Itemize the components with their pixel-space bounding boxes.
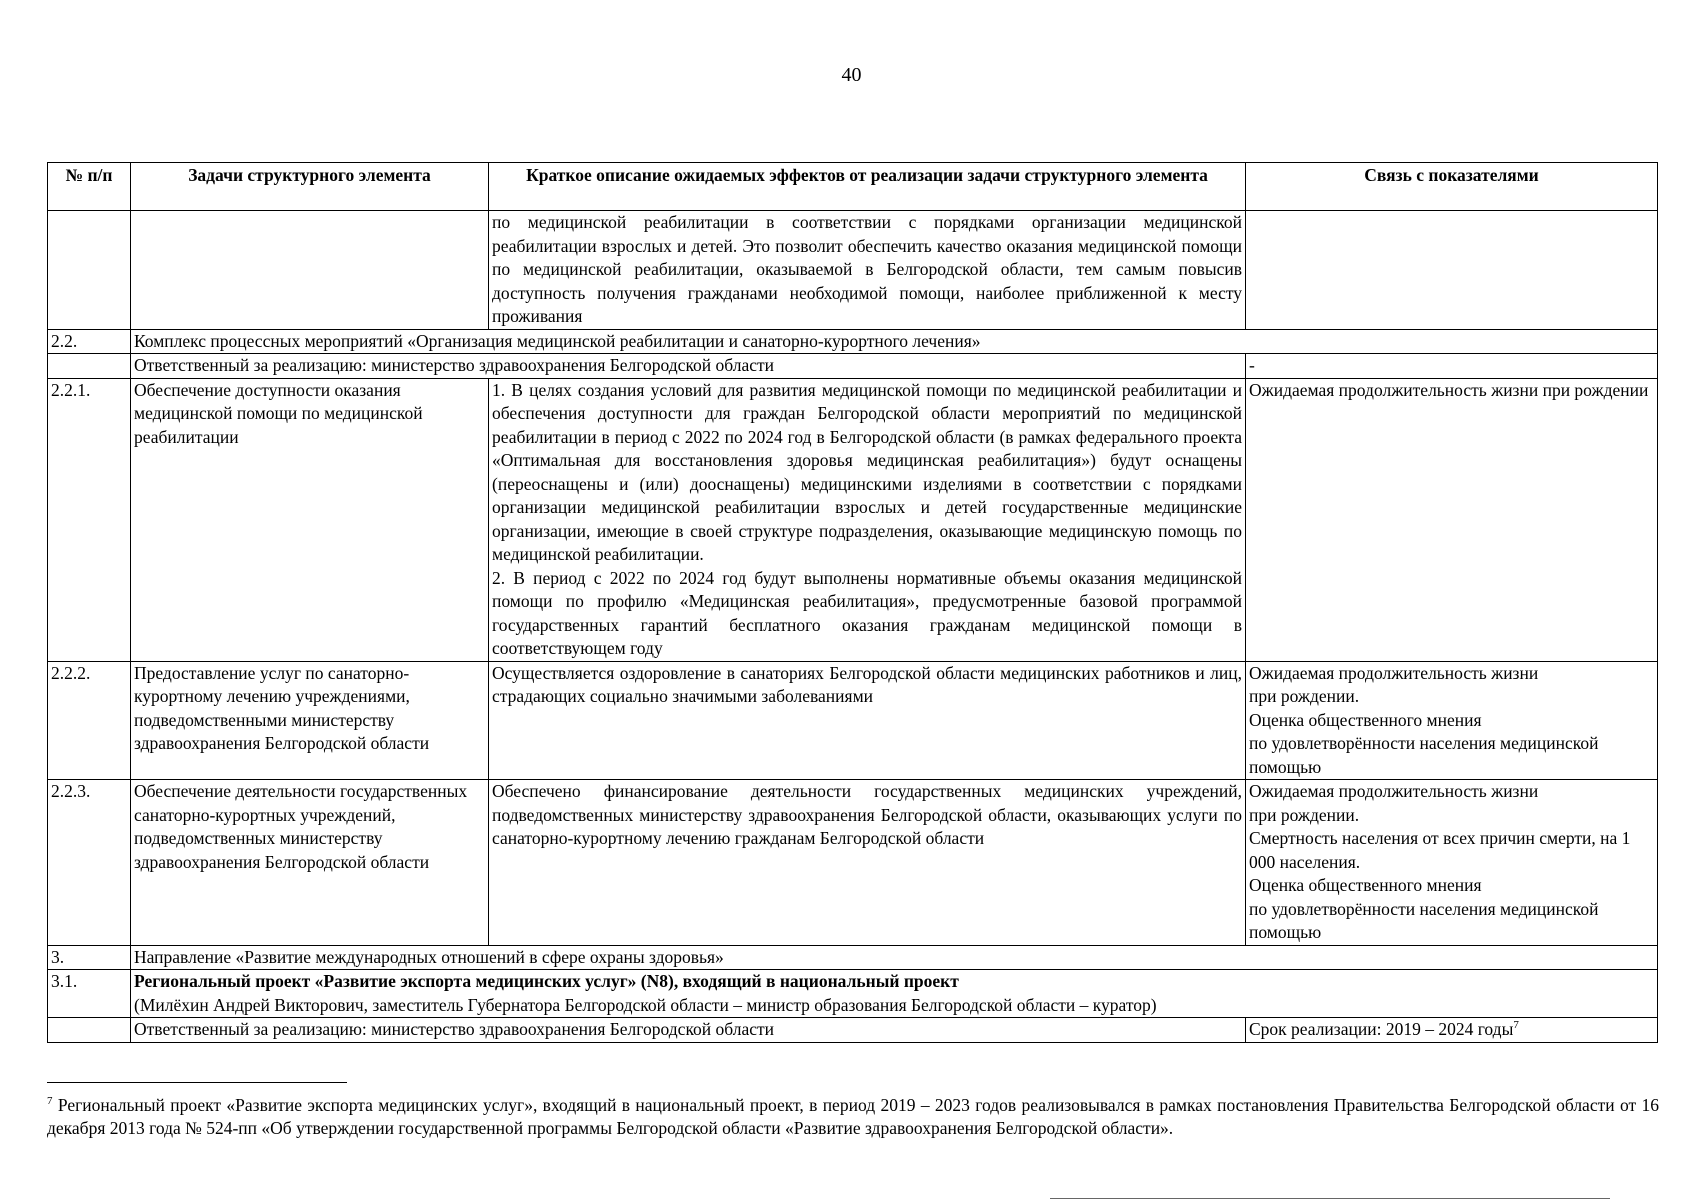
row-link — [1246, 780, 1658, 946]
section-title-block — [131, 970, 1658, 1018]
row-description-part: 2. В период с 2022 по 2024 год будут выполнены нормативные объемы оказания медицинской помощи по профилю «Медицинская реабилитация», предусмотренные базовой программой государственных гарантий бесплатного оказания гражданам медицинской помощи в соответствующем году — [492, 567, 1242, 658]
row-link-line: по удовлетворённости населения медицинской помощью — [1249, 898, 1599, 942]
header-description: Краткое описание ожидаемых эффектов от реализации задачи структурного элемента — [489, 163, 1246, 211]
term-text: Срок реализации: 2019 – 2024 годы — [1249, 1019, 1514, 1039]
responsible-row-3-1 — [48, 1018, 1658, 1043]
header-num: № п/п — [48, 163, 131, 211]
row-link-line: при рождении. — [1249, 686, 1360, 706]
responsible-row-2-2 — [48, 354, 1658, 379]
section-num: 3. — [48, 945, 131, 970]
footnote-mark: 7 — [47, 1095, 53, 1108]
row-link-line: Ожидаемая продолжительность жизни при рождении — [1249, 379, 1649, 400]
table-header-row — [48, 163, 1658, 211]
section-title: Направление «Развитие международных отношений в сфере охраны здоровья» — [131, 945, 1658, 970]
section-num: 2.2. — [48, 329, 131, 354]
table-row — [48, 780, 1658, 946]
page-bottom-line — [1050, 1198, 1610, 1199]
responsible-link: - — [1246, 354, 1658, 379]
page-number: 40 — [841, 64, 862, 86]
section-title: Региональный проект «Развитие экспорта медицинских услуг» (N8), входящий в национальный проект — [134, 971, 959, 991]
row-link-line: Ожидаемая продолжительность жизни — [1249, 662, 1539, 683]
row-link-line: при рождении. — [1249, 804, 1360, 825]
section-row-3-1 — [48, 970, 1658, 1018]
term-cell — [1246, 1018, 1658, 1043]
table-row — [48, 378, 1658, 661]
row-num: 2.2.1. — [48, 378, 131, 661]
responsible-text: Ответственный за реализацию: министерство здравоохранения Белгородской области — [131, 1018, 1246, 1043]
row-link — [1246, 378, 1658, 661]
section-num: 3.1. — [48, 970, 131, 1018]
row-task: Предоставление услуг по санаторно-курортному лечению учреждениями, подведомственными министерству здравоохранения Белгородской области — [131, 661, 489, 780]
footnote-divider — [47, 1082, 347, 1083]
section-title: Комплекс процессных мероприятий «Организация медицинской реабилитации и санаторно-курортного лечения» — [131, 329, 1658, 354]
header-link: Связь с показателями — [1246, 163, 1658, 211]
row-num: 2.2.3. — [48, 780, 131, 946]
section-curator: (Милёхин Андрей Викторович, заместитель Губернатора Белгородской области – министр образования Белгородской области – куратор) — [134, 994, 1157, 1015]
structural-elements-table — [47, 162, 1658, 1043]
row-link-line: Смертность населения от всех причин смерти, на 1 000 населения. — [1249, 828, 1631, 872]
footnote-text: Региональный проект «Развитие экспорта медицинских услуг», входящий в национальный проект, в период 2019 – 2023 годов реализовывался в рамках постановления Правительства Белгородской области от 16 декабря 2013 года № 524-пп «Об утверждении государственной программы Белгородской области «Развитие здравоохранения Белгородской области». — [47, 1095, 1659, 1138]
row-description: Осуществляется оздоровление в санаториях Белгородской области медицинских работников и лиц, страдающих социально значимыми заболеваниями — [489, 661, 1246, 780]
row-link-line: Ожидаемая продолжительность жизни — [1249, 781, 1539, 801]
responsible-text: Ответственный за реализацию: министерство здравоохранения Белгородской области — [131, 354, 1246, 379]
continuation-description: по медицинской реабилитации в соответствии с порядками организации медицинской реабилитации взрослых и детей. Это позволит обеспечить качество оказания медицинской помощи по медицинской реабилитации, оказываемой в Белгородской области, тем самым повысив доступность получения гражданами необходимой помощи, наиболее приближенной к месту проживания — [489, 211, 1246, 330]
continuation-row — [48, 211, 1658, 330]
footnote — [47, 1094, 1659, 1140]
row-link-line: Оценка общественного мнения — [1249, 709, 1482, 730]
row-task: Обеспечение доступности оказания медицинской помощи по медицинской реабилитации — [131, 378, 489, 661]
row-link-line: по удовлетворённости населения медицинской помощью — [1249, 733, 1599, 777]
header-tasks: Задачи структурного элемента — [131, 163, 489, 211]
row-description: Обеспечено финансирование деятельности государственных медицинских учреждений, подведомственных министерству здравоохранения Белгородской области, оказывающих услуги по санаторно-курортному лечению гражданам Белгородской области — [489, 780, 1246, 946]
footnote-ref: 7 — [1513, 1019, 1519, 1032]
section-row-3 — [48, 945, 1658, 970]
row-description — [489, 378, 1246, 661]
row-task: Обеспечение деятельности государственных санаторно-курортных учреждений, подведомственных министерству здравоохранения Белгородской области — [131, 780, 489, 946]
table-row — [48, 661, 1658, 780]
section-row-2-2 — [48, 329, 1658, 354]
row-description-part: 1. В целях создания условий для развития медицинской помощи по медицинской реабилитации и обеспечения доступности для граждан Белгородской области мероприятий по медицинской реабилитации в период с 2022 по 2024 год в Белгородской области (в рамках федерального проекта «Оптимальная для восстановления здоровья медицинская реабилитация») будут оснащены (переоснащены и (или) дооснащены) медицинскими изделиями в соответствии с порядками организации медицинской реабилитации взрослых и детей государственные медицинские организации, имеющие в своей структуре подразделения, оказывающие медицинскую помощь по медицинской реабилитации. — [492, 379, 1242, 564]
row-num: 2.2.2. — [48, 661, 131, 780]
row-link-line: Оценка общественного мнения — [1249, 875, 1482, 895]
row-link — [1246, 661, 1658, 780]
